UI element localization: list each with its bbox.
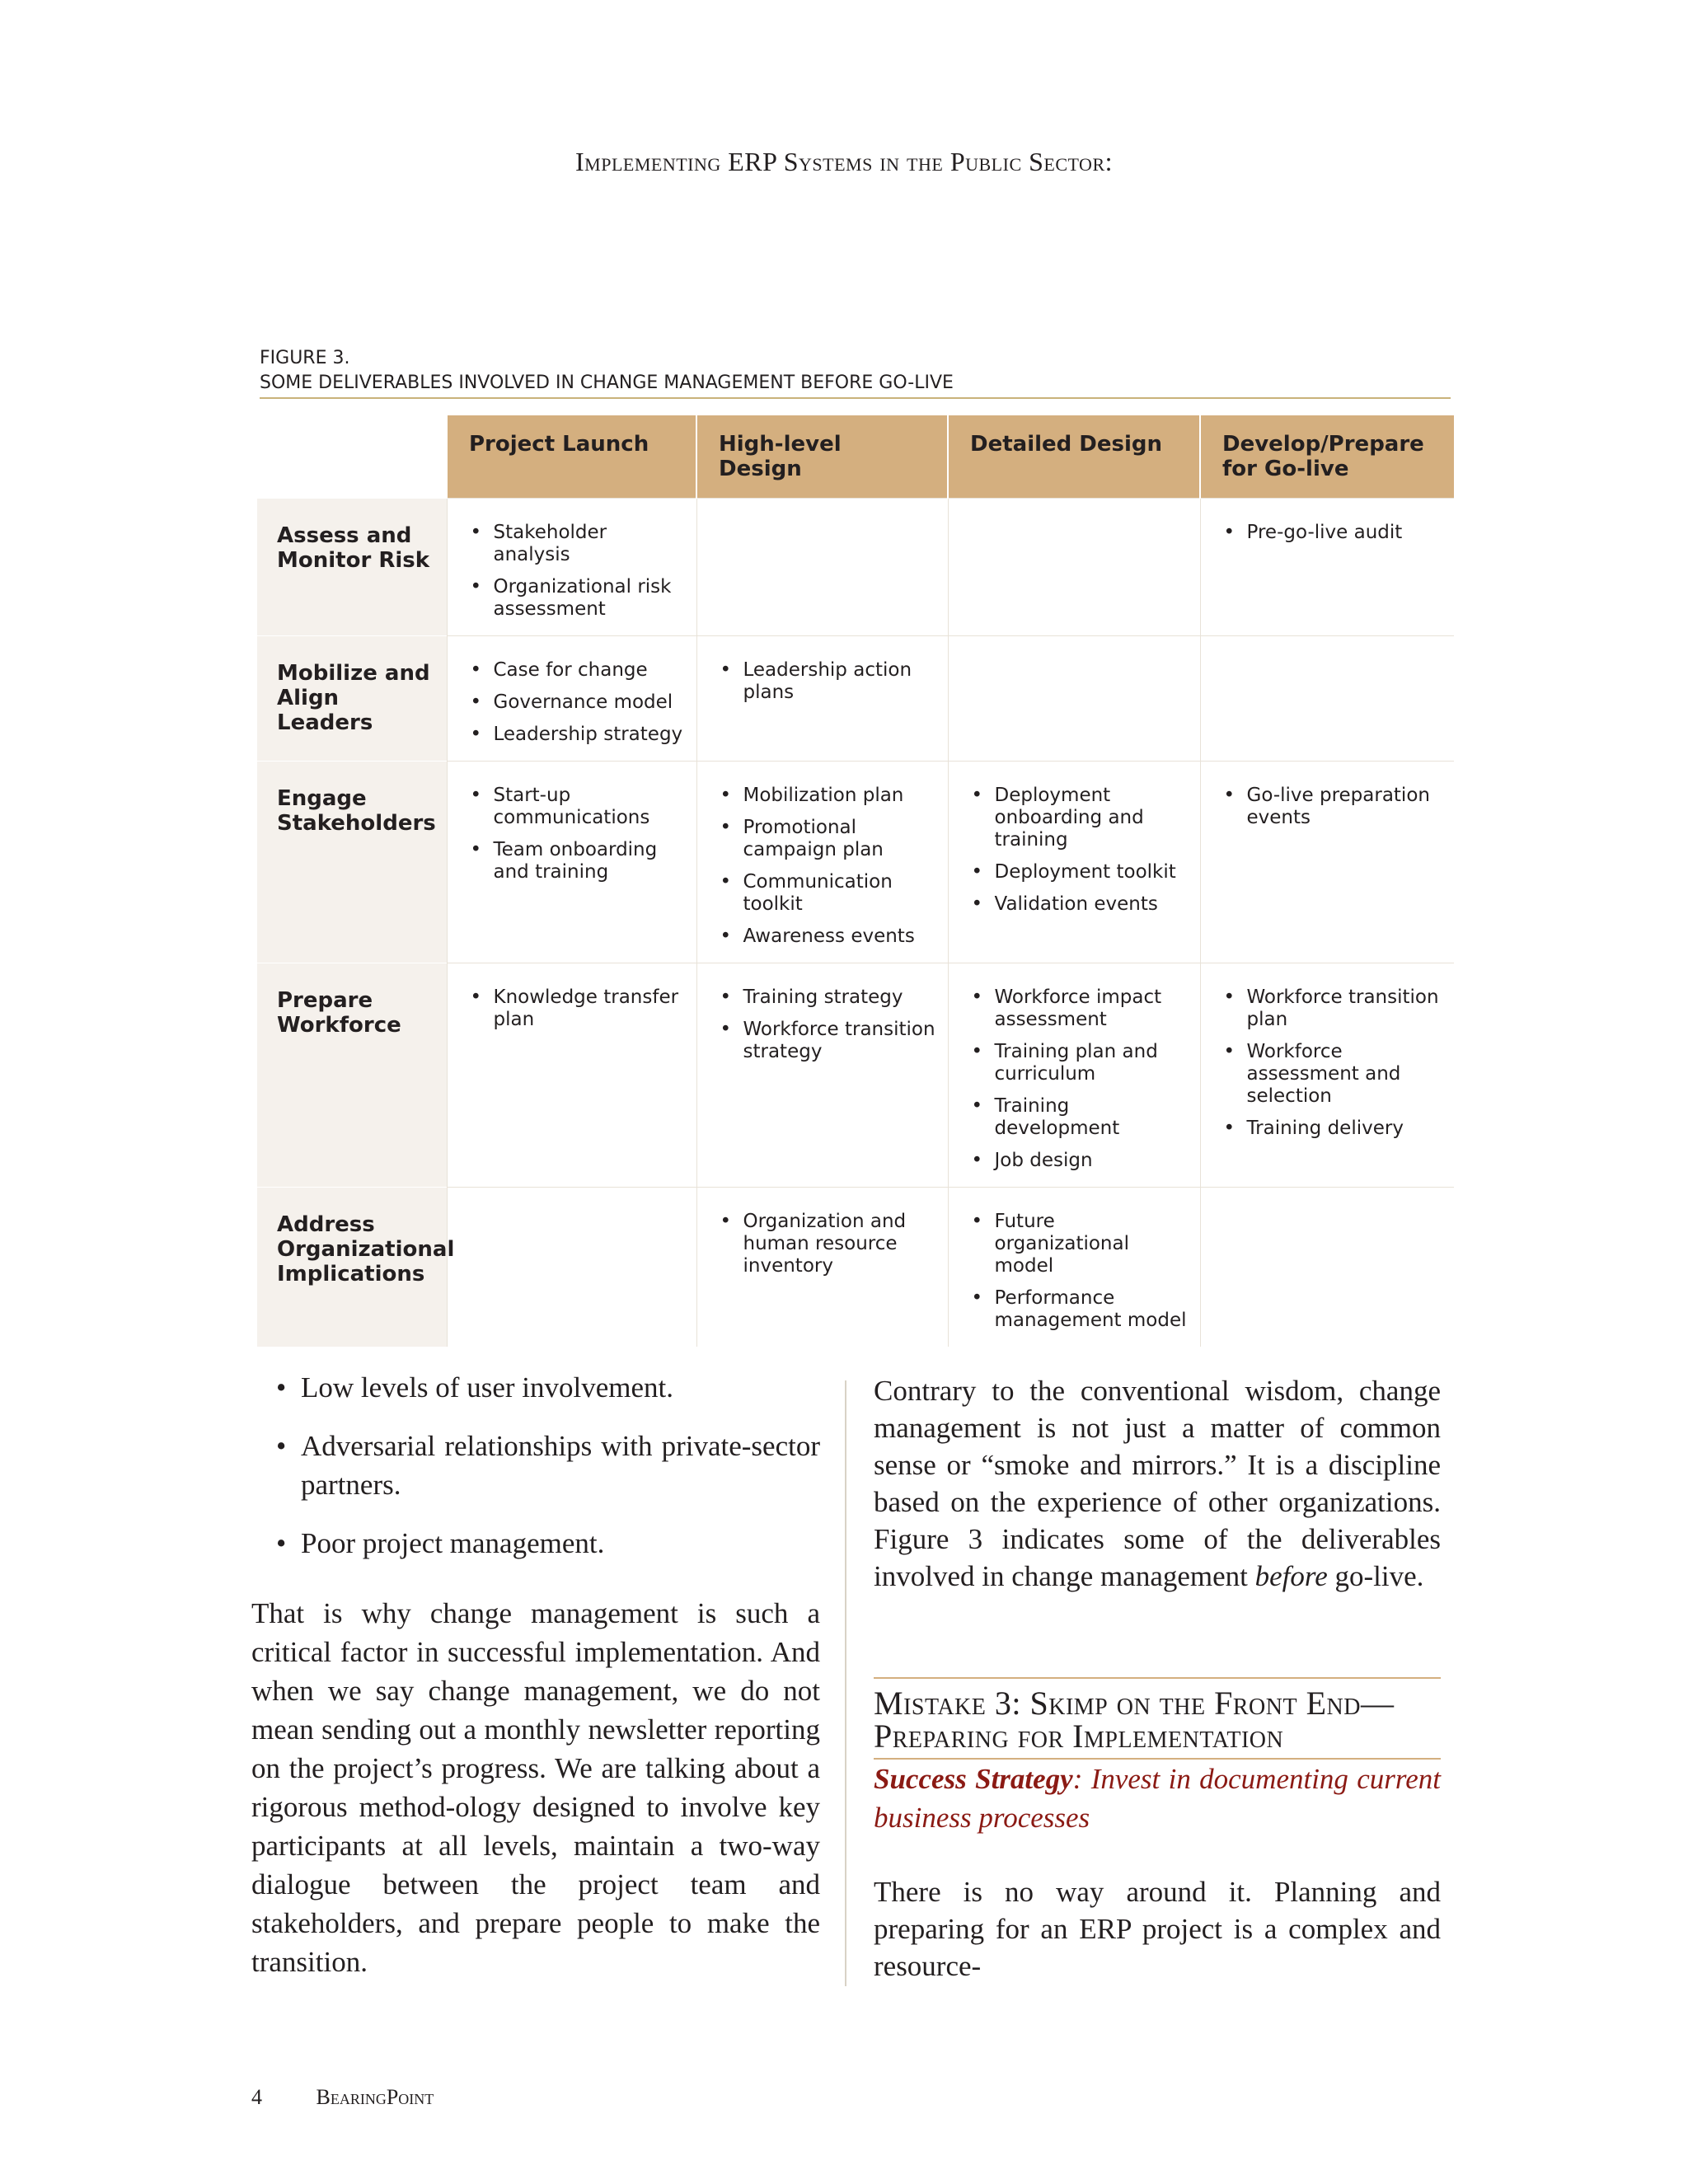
deliverable-item: • Awareness events	[743, 926, 938, 948]
table-cell	[696, 762, 948, 963]
table-cell	[696, 499, 948, 636]
deliverable-item: • Start-up communications	[494, 785, 687, 829]
deliverables-table	[257, 415, 1454, 1347]
emphasis-text: before	[1254, 1560, 1328, 1592]
section-heading-line: Preparing for Implementation	[874, 1718, 1284, 1755]
deliverable-item: • Governance model	[494, 691, 687, 714]
deliverable-list	[714, 659, 938, 704]
table-row	[257, 499, 1454, 636]
intro-paragraph	[874, 1372, 1441, 1595]
deliverable-item: • Deployment onboarding and training	[995, 785, 1190, 851]
deliverable-list	[464, 987, 687, 1031]
body-paragraph: There is no way around it. Planning and preparing for an ERP project is a complex and resource-	[874, 1876, 1441, 1982]
right-text-column	[874, 1372, 1441, 1985]
page-footer	[251, 2085, 434, 2110]
table-header-row	[257, 415, 1454, 499]
deliverable-list	[714, 987, 938, 1063]
deliverable-item: • Promotional campaign plan	[743, 817, 938, 861]
page-number: 4	[251, 2085, 262, 2109]
column-header: Project Launch	[447, 415, 696, 499]
table-cell	[696, 963, 948, 1188]
deliverable-item: • Knowledge transfer plan	[494, 987, 687, 1031]
deliverable-item: • Training strategy	[743, 987, 938, 1009]
table-cell	[948, 636, 1200, 762]
table-body	[257, 499, 1454, 1347]
footer-brand: BearingPoint	[316, 2085, 434, 2109]
deliverable-item: • Stakeholder analysis	[494, 522, 687, 566]
deliverable-item: • Communication toolkit	[743, 871, 938, 916]
deliverable-list	[1217, 987, 1445, 1140]
table-row	[257, 762, 1454, 963]
left-text-column	[251, 1368, 820, 1981]
deliverable-list	[1217, 785, 1445, 829]
running-head: Implementing ERP Systems in the Public Sector:	[574, 147, 1114, 176]
row-header: Engage Stakeholders	[257, 762, 447, 963]
table-cell	[447, 499, 696, 636]
bullet-list	[251, 1368, 820, 1563]
list-item: • Low levels of user involvement.	[301, 1368, 820, 1407]
table-cell	[1200, 762, 1454, 963]
table-cell	[1200, 1188, 1454, 1347]
success-strategy	[874, 1760, 1441, 1837]
table-cell	[447, 963, 696, 1188]
deliverable-list	[714, 785, 938, 948]
deliverable-list	[1217, 522, 1445, 544]
deliverable-item: • Workforce transition plan	[1247, 987, 1445, 1031]
table-cell	[696, 636, 948, 762]
deliverable-list	[965, 785, 1190, 916]
deliverable-item: • Organizational risk assessment	[494, 576, 687, 621]
table-cell	[948, 762, 1200, 963]
row-header: Prepare Workforce	[257, 963, 447, 1188]
deliverable-item: • Organization and human resource inventory	[743, 1211, 938, 1277]
table-cell	[1200, 499, 1454, 636]
strategy-label: Success Strategy	[874, 1763, 1073, 1795]
deliverable-list	[965, 1211, 1190, 1332]
deliverable-item: • Training delivery	[1247, 1118, 1445, 1140]
table-cell	[948, 1188, 1200, 1347]
figure-label: FIGURE 3.	[260, 348, 350, 368]
deliverable-item: • Performance management model	[995, 1287, 1190, 1332]
paragraph-text: Contrary to the conventional wisdom, change management is not just a matter of common sense or “smoke and mirrors.” It is a discipline based on the experience of other organizations. Figure 3 indicates some of the deliverables involved in change management	[874, 1375, 1441, 1592]
section-heading-line: Mistake 3: Skimp on the Front End—	[874, 1685, 1395, 1722]
deliverable-item: • Leadership strategy	[494, 724, 687, 746]
column-header: Detailed Design	[948, 415, 1200, 499]
figure-title: SOME DELIVERABLES INVOLVED IN CHANGE MANAGEMENT BEFORE GO-LIVE	[260, 373, 954, 393]
section-heading	[874, 1677, 1441, 1760]
table-cell	[948, 963, 1200, 1188]
deliverable-item: • Workforce assessment and selection	[1247, 1041, 1445, 1108]
column-header: High-level Design	[696, 415, 948, 499]
row-header: Address Organizational Implications	[257, 1188, 447, 1347]
deliverable-list	[464, 522, 687, 621]
table-row	[257, 1188, 1454, 1347]
deliverable-item: • Team onboarding and training	[494, 839, 687, 883]
deliverable-item: • Training plan and curriculum	[995, 1041, 1190, 1085]
table-row	[257, 963, 1454, 1188]
row-header: Mobilize and Align Leaders	[257, 636, 447, 762]
table-cell	[447, 636, 696, 762]
table-cell	[696, 1188, 948, 1347]
column-header: Develop/Prepare for Go-live	[1200, 415, 1454, 499]
deliverable-list	[464, 785, 687, 883]
table-cell	[1200, 636, 1454, 762]
table-cell	[948, 499, 1200, 636]
deliverable-item: • Case for change	[494, 659, 687, 682]
table-row	[257, 636, 1454, 762]
table-cell	[447, 1188, 696, 1347]
column-divider	[845, 1380, 846, 1986]
deliverable-list	[714, 1211, 938, 1277]
paragraph-text: go-live.	[1327, 1560, 1424, 1592]
deliverable-item: • Training development	[995, 1095, 1190, 1140]
deliverable-item: • Leadership action plans	[743, 659, 938, 704]
list-item: • Poor project management.	[301, 1524, 820, 1563]
deliverable-item: • Workforce transition strategy	[743, 1019, 938, 1063]
list-item: • Adversarial relationships with private-sector partners.	[301, 1427, 820, 1504]
table-corner-cell	[257, 415, 447, 499]
figure-caption	[260, 346, 1451, 399]
deliverable-list	[464, 659, 687, 746]
strategy-text: : Invest in documenting current business processes	[874, 1763, 1441, 1834]
deliverable-item: • Mobilization plan	[743, 785, 938, 807]
deliverable-item: • Deployment toolkit	[995, 861, 1190, 883]
deliverable-item: • Future organizational model	[995, 1211, 1190, 1277]
row-header: Assess and Monitor Risk	[257, 499, 447, 636]
deliverable-item: • Go-live preparation events	[1247, 785, 1445, 829]
body-paragraph: That is why change management is such a critical factor in successful implementation. And when we say change management, we do not mean sending out a monthly newsletter reporting on the project’s progress. We are talking about a rigorous method-ology designed to involve key participants at all levels, maintain a two-way dialogue between the project team and stakeholders, and prepare people to make the transition.	[251, 1597, 820, 1978]
table-cell	[1200, 963, 1454, 1188]
deliverable-list	[965, 987, 1190, 1172]
deliverable-item: • Workforce impact assessment	[995, 987, 1190, 1031]
deliverable-item: • Pre-go-live audit	[1247, 522, 1445, 544]
deliverable-item: • Validation events	[995, 893, 1190, 916]
table-cell	[447, 762, 696, 963]
deliverable-item: • Job design	[995, 1150, 1190, 1172]
